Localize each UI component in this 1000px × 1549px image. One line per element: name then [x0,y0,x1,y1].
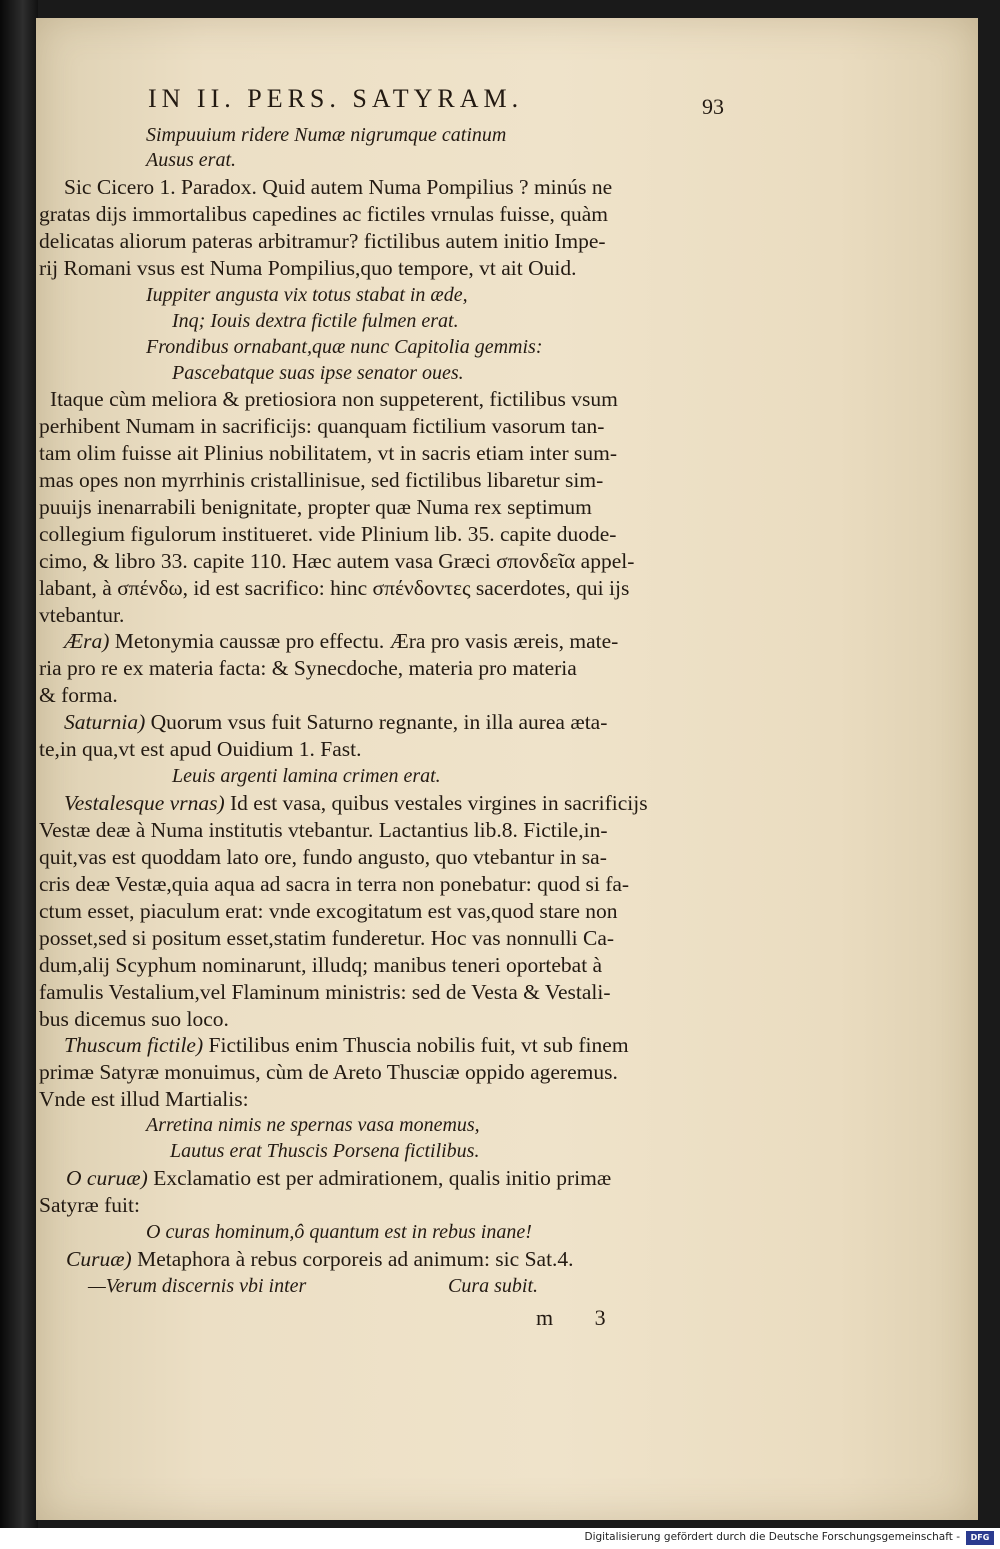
text-line: perhibent Numam in sacrificijs: quanquam fictilium vasorum tan- [39,414,605,438]
text-line: ctum esset, piaculum erat: vnde excogitatum est vas,quod stare non [39,899,618,923]
text-line: gratas dijs immortalibus capedines ac fictiles vrnulas fuisse, quàm [39,202,609,226]
text-line: Satyræ fuit: [39,1193,140,1217]
running-head: IN II. PERS. SATYRAM. [148,84,524,113]
text-line: te,in qua,vt est apud Ouidium 1. Fast. [39,737,362,761]
text-line: vtebantur. [39,603,125,627]
text-line: labant, à σπένδω, id est sacrifico: hinc σπένδοντες sacerdotes, qui ijs [39,576,630,600]
text-line: cris deæ Vestæ,quia aqua ad sacra in terra non ponebatur: quod si fa- [39,872,630,896]
text-line: delicatas aliorum pateras arbitramur? fictilibus autem initio Impe- [39,229,606,253]
verse-line: Lautus erat Thuscis Porsena fictilibus. [170,1140,480,1162]
lemma-label: Saturnia) [64,710,146,734]
text-line: cimo, & libro 33. capite 110. Hæc autem vasa Græci σπονδεῖα appel- [39,549,635,573]
page-number: 93 [702,94,724,119]
text-line: collegium figulorum institueret. vide Plinium lib. 35. capite duode- [39,522,617,546]
verse-line: Cura subit. [448,1275,539,1297]
text-line: tam olim fuisse ait Plinius nobilitatem, vt in sacris etiam inter sum- [39,441,618,465]
text-line: puuijs inenarrabili benignitate, propter quæ Numa rex septimum [39,495,592,519]
lemma-label: Thuscum fictile) [64,1033,204,1057]
dfg-logo: DFG [966,1531,994,1545]
signature-mark: m 3 [536,1305,624,1330]
lemma-line: Vestalesque vrnas) Id est vasa, quibus vestales virgines in sacrificijs [64,791,648,815]
lemma-line: Thuscum fictile) Fictilibus enim Thuscia nobilis fuit, vt sub finem [64,1033,629,1057]
text-line: ria pro re ex materia facta: & Synecdoche, materia pro materia [39,656,577,680]
lemma-line: Curuæ) Metaphora à rebus corporeis ad animum: sic Sat.4. [66,1247,574,1271]
lemma-line: Saturnia) Quorum vsus fuit Saturno regnante, in illa aurea æta- [64,710,608,734]
verse-line: —Verum discernis vbi inter [88,1275,307,1297]
verse-line: Arretina nimis ne spernas vasa monemus, [146,1114,480,1136]
lemma-label: O curuæ) [66,1166,148,1190]
verse-line: Simpuuium ridere Numæ nigrumque catinum [146,124,507,146]
text-line: Vestæ deæ à Numa institutis vtebantur. Lactantius lib.8. Fictile,in- [39,818,608,842]
text-line: & forma. [39,683,118,707]
lemma-line: O curuæ) Exclamatio est per admirationem, qualis initio primæ [66,1166,612,1190]
text-line: Sic Cicero 1. Paradox. Quid autem Numa Pompilius ? minús ne [64,175,613,199]
lemma-label: Curuæ) [66,1247,132,1271]
text-line: Itaque cùm meliora & pretiosiora non suppeterent, fictilibus vsum [50,387,618,411]
verse-line: Iuppiter angusta vix totus stabat in æde, [146,284,468,306]
verse-line: Pascebatque suas ipse senator oues. [172,362,464,384]
lemma-label: Æra) [64,629,110,653]
text-line: mas opes non myrrhinis cristallinisue, sed fictilibus libaretur sim- [39,468,604,492]
verse-line: Inq; Iouis dextra fictile fulmen erat. [172,310,459,332]
funding-credit: Digitalisierung gefördert durch die Deutsche Forschungsgemeinschaft - [584,1531,960,1543]
footer-bar [0,1528,1000,1549]
text-line: bus dicemus suo loco. [39,1007,229,1031]
text-line: primæ Satyræ monuimus, cùm de Areto Thusciæ oppido ageremus. [39,1060,618,1084]
verse-line: Ausus erat. [146,149,236,171]
lemma-label: Vestalesque vrnas) [64,791,225,815]
text-line: famulis Vestalium,vel Flaminum ministris: sed de Vesta & Vestali- [39,980,611,1004]
verse-line: Leuis argenti lamina crimen erat. [172,765,441,787]
text-line: rij Romani vsus est Numa Pompilius,quo tempore, vt ait Ouid. [39,256,577,280]
verse-line: O curas hominum,ô quantum est in rebus inane! [146,1221,532,1243]
book-page [36,18,978,1520]
text-line: dum,alij Scyphum nominarunt, illudq; manibus teneri oportebat à [39,953,603,977]
book-spine [0,0,38,1528]
text-line: quit,vas est quoddam lato ore, fundo angusto, quo vtebantur in sa- [39,845,607,869]
text-line: Vnde est illud Martialis: [39,1087,249,1111]
text-line: posset,sed si positum esset,statim funderetur. Hoc vas nonnulli Ca- [39,926,615,950]
lemma-line: Æra) Metonymia caussæ pro effectu. Æra pro vasis æreis, mate- [64,629,619,653]
verse-line: Frondibus ornabant,quæ nunc Capitolia gemmis: [146,336,543,358]
